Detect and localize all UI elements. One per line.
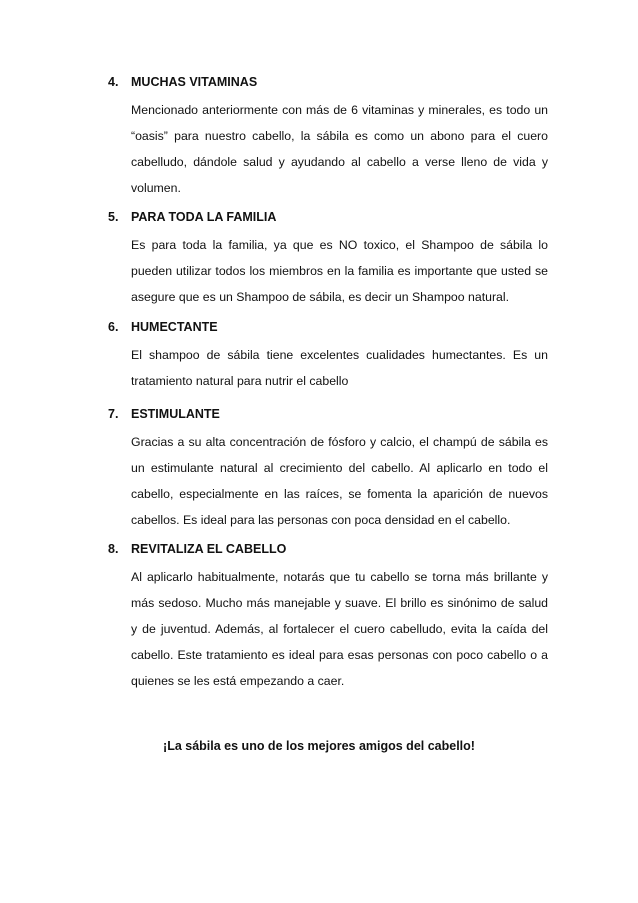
section-heading xyxy=(108,74,548,90)
section-title: PARA TODA LA FAMILIA xyxy=(131,210,277,224)
section-revitaliza-el-cabello xyxy=(108,541,548,694)
section-heading xyxy=(108,209,548,225)
section-title: REVITALIZA EL CABELLO xyxy=(131,542,287,556)
section-paragraph: Al aplicarlo habitualmente, notarás que tu cabello se torna más brillante y más sedoso. Mucho más manejable y suave. El brillo es sinónimo de salud y de juventud. Además, al fortalecer el cuero cabelludo, evita la caída del cabello. Este tratamiento es ideal para esas personas con poco cabello o a quienes se les está empezando a caer. xyxy=(131,570,548,688)
section-humectante xyxy=(108,319,548,394)
section-heading xyxy=(108,319,548,335)
section-number: 7. xyxy=(108,407,119,421)
section-number: 5. xyxy=(108,210,119,224)
section-number: 4. xyxy=(108,75,119,89)
section-title: ESTIMULANTE xyxy=(131,407,220,421)
section-muchas-vitaminas xyxy=(108,74,548,201)
closing-statement: ¡La sábila es uno de los mejores amigos del cabello! xyxy=(163,739,475,753)
section-estimulante xyxy=(108,406,548,533)
section-number: 6. xyxy=(108,320,119,334)
section-paragraph: Es para toda la familia, ya que es NO toxico, el Shampoo de sábila lo pueden utilizar todos los miembros en la familia es importante que usted se asegure que es un Shampoo de sábila, es decir un Shampoo natural. xyxy=(131,238,548,304)
section-heading xyxy=(108,541,548,557)
section-paragraph: Gracias a su alta concentración de fósforo y calcio, el champú de sábila es un estimulante natural al crecimiento del cabello. Al aplicarlo en todo el cabello, especialmente en las raíces, se fomenta la aparición de nuevos cabellos. Es ideal para las personas con poca densidad en el cabello. xyxy=(131,435,548,527)
section-para-toda-la-familia xyxy=(108,209,548,310)
section-paragraph: El shampoo de sábila tiene excelentes cualidades humectantes. Es un tratamiento natural para nutrir el cabello xyxy=(131,348,548,388)
section-heading xyxy=(108,406,548,422)
section-title: MUCHAS VITAMINAS xyxy=(131,75,258,89)
section-number: 8. xyxy=(108,542,119,556)
section-paragraph: Mencionado anteriormente con más de 6 vitaminas y minerales, es todo un “oasis” para nuestro cabello, la sábila es como un abono para el cuero cabelludo, dándole salud y ayudando al cabello a verse lleno de vida y volumen. xyxy=(131,103,548,195)
section-title: HUMECTANTE xyxy=(131,320,218,334)
